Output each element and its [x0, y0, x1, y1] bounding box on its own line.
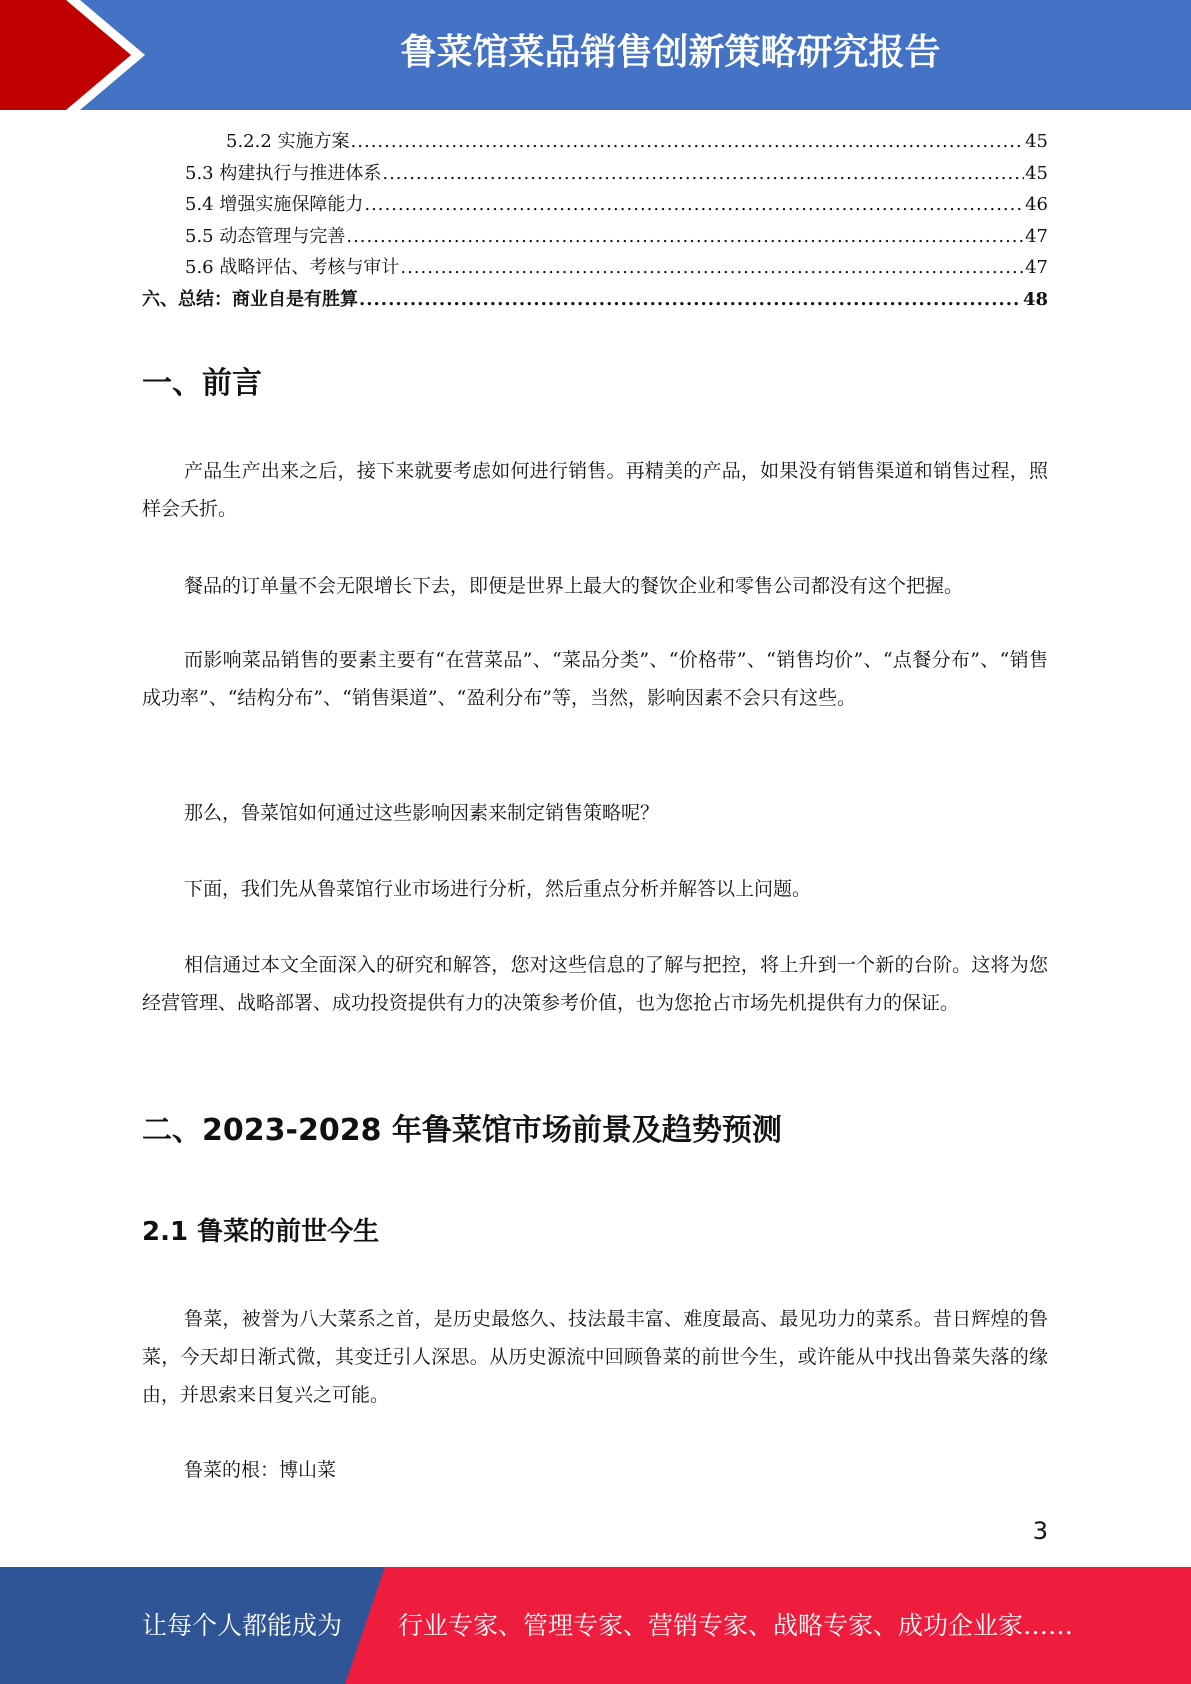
section-heading-market: 二、2023-2028 年鲁菜馆市场前景及趋势预测: [142, 1113, 782, 1148]
toc-leader-dots: [382, 158, 1024, 190]
toc-entry[interactable]: [142, 158, 1048, 190]
toc-entry-page: 47: [1025, 225, 1048, 247]
page-number: 3: [1032, 1517, 1048, 1545]
page-footer: [0, 1567, 1191, 1684]
paragraph: 鲁菜，被誉为八大菜系之首，是历史最悠久、技法最丰富、难度最高、最见功力的菜系。昔日辉煌的鲁菜，今天却日渐式微，其变迁引人深思。从历史源流中回顾鲁菜的前世今生，或许能从中找出鲁菜失落的缘由，并思索来日复兴之可能。: [142, 1308, 1048, 1406]
toc-entry-page: 46: [1025, 194, 1048, 215]
toc-entry[interactable]: [142, 189, 1048, 221]
toc-entry-page: 45: [1025, 162, 1048, 184]
toc-entry[interactable]: [142, 252, 1048, 284]
table-of-contents: [142, 126, 1048, 315]
toc-leader-dots: [346, 221, 1024, 253]
toc-entry[interactable]: [142, 284, 1048, 316]
toc-entry-page: 45: [1025, 131, 1048, 152]
toc-entry-label: 5.4 增强实施保障能力: [185, 194, 364, 215]
toc-entry-label: 5.6 战略评估、考核与审计: [185, 257, 400, 278]
toc-leader-dots: [359, 284, 1022, 316]
footer-slogan-right: 行业专家、管理专家、营销专家、战略专家、成功企业家……: [398, 1611, 1074, 1640]
toc-entry-label: 六、总结：商业自是有胜算: [142, 288, 358, 310]
toc-leader-dots: [351, 126, 1025, 158]
section-heading-preface: 一、前言: [142, 366, 262, 401]
toc-entry[interactable]: [142, 126, 1048, 158]
subsection-heading: 2.1 鲁菜的前世今生: [142, 1217, 380, 1247]
paragraph: 鲁菜的根：博山菜: [184, 1459, 337, 1481]
toc-entry-label: 5.2.2 实施方案: [226, 131, 350, 152]
header-title: 鲁菜馆菜品销售创新策略研究报告: [400, 32, 941, 73]
toc-entry-label: 5.5 动态管理与完善: [185, 225, 346, 247]
toc-leader-dots: [364, 189, 1024, 221]
paragraph: 相信通过本文全面深入的研究和解答，您对这些信息的了解与把控，将上升到一个新的台阶。这将为您经营管理、战略部署、成功投资提供有力的决策参考价值，也为您抢占市场先机提供有力的保证。: [142, 954, 1048, 1014]
paragraph: 那么，鲁菜馆如何通过这些影响因素来制定销售策略呢？: [184, 802, 660, 824]
paragraph: 而影响菜品销售的要素主要有“在营菜品”、“菜品分类”、“价格带”、“销售均价”、“点餐分布”、“销售成功率”、“结构分布”、“销售渠道”、“盈利分布”等，当然，影响因素不会只有这些。: [142, 649, 1048, 709]
toc-leader-dots: [400, 252, 1024, 284]
paragraph: 下面，我们先从鲁菜馆行业市场进行分析，然后重点分析并解答以上问题。: [184, 878, 812, 900]
toc-entry-page: 47: [1025, 257, 1048, 278]
paragraph: 餐品的订单量不会无限增长下去，即便是世界上最大的餐饮企业和零售公司都没有这个把握。: [184, 575, 964, 597]
footer-slogan-left: 让每个人都能成为: [142, 1611, 343, 1640]
paragraph: 产品生产出来之后，接下来就要考虑如何进行销售。再精美的产品，如果没有销售渠道和销售过程，照样会夭折。: [142, 460, 1048, 520]
header-chevron-icon: [0, 0, 150, 110]
toc-entry-page: 48: [1022, 288, 1048, 310]
toc-entry-label: 5.3 构建执行与推进体系: [185, 162, 382, 184]
page-header: [0, 0, 1191, 110]
toc-entry[interactable]: [142, 221, 1048, 253]
